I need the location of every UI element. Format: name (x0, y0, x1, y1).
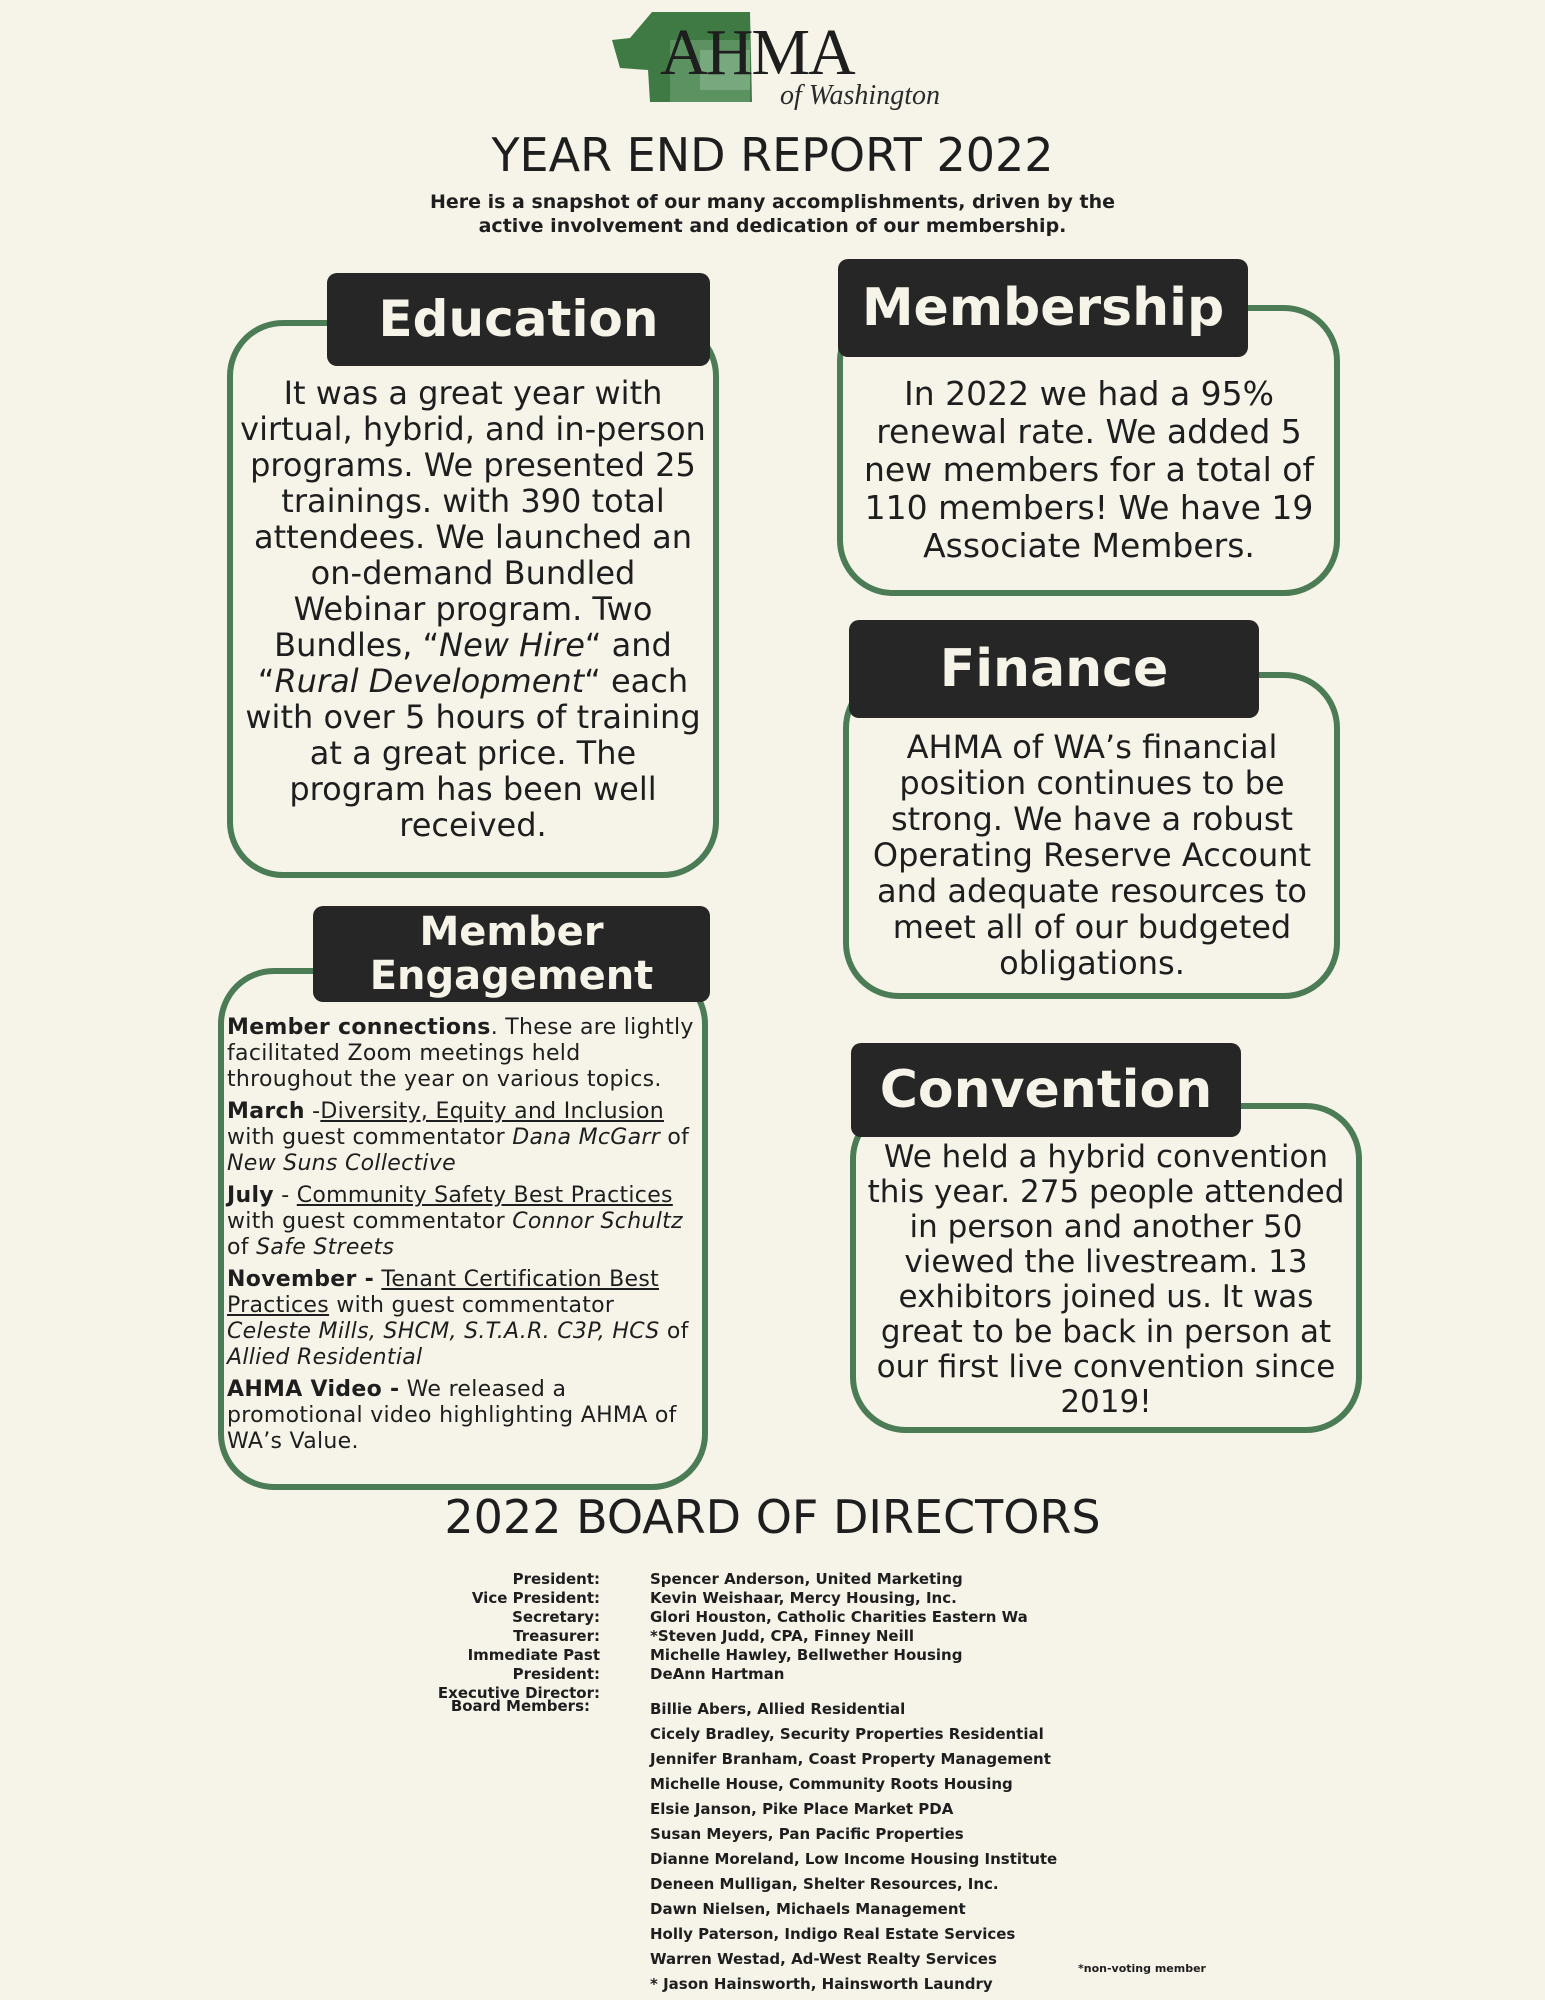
officer-names (650, 1570, 1150, 1684)
officer-name: Glori Houston, Catholic Charities Eastern Wa (650, 1608, 1028, 1626)
board-member: Susan Meyers, Pan Pacific Properties (650, 1825, 964, 1843)
board-member: Deneen Mulligan, Shelter Resources, Inc. (650, 1875, 999, 1893)
officer-roles (380, 1570, 600, 1703)
convention-text: We held a hybrid convention this year. 275 people attended in person and another 50 viewed the livestream. 13 exhibitors joined us. It was great to be back in person at our first live convention since 2019! (867, 1139, 1345, 1420)
finance-heading: Finance (849, 620, 1259, 718)
video-item: AHMA Video - We released a promotional video highlighting AHMA of WA’s Value. (227, 1377, 677, 1454)
july-item: July - Community Safety Best Practices with guest commentator Connor Schultz of Safe Streets (227, 1183, 683, 1260)
engagement-heading-line1: Member (419, 909, 604, 955)
officer-name: Michelle Hawley, Bellwether Housing (650, 1646, 963, 1664)
logo-wordmark: AHMA (660, 16, 854, 89)
ahma-logo (600, 10, 970, 120)
board-member: Cicely Bradley, Security Properties Residential (650, 1725, 1044, 1743)
role-president: President: (512, 1570, 600, 1588)
officer-name: DeAnn Hartman (650, 1665, 785, 1683)
non-voting-footnote: *non-voting member (1078, 1962, 1206, 1975)
board-member: Dawn Nielsen, Michaels Management (650, 1900, 966, 1918)
member-connections-item: Member connections. These are lightly facilitated Zoom meetings held throughout the year on various topics. (227, 1015, 694, 1092)
board-member: Dianne Moreland, Low Income Housing Institute (650, 1850, 1058, 1868)
engagement-heading (313, 906, 710, 1002)
education-text: It was a great year with virtual, hybrid, and in-person programs. We presented 25 trainings. with 390 total attendees. We launched an on-demand Bundled Webinar program. Two Bundles, “New Hire“ and “Rural Development“ each with over 5 hours of training at a great price. The program has been well received. (240, 374, 706, 844)
board-member: * Jason Hainsworth, Hainsworth Laundry (650, 1975, 993, 1993)
board-member: Michelle House, Community Roots Housing (650, 1775, 1013, 1793)
officer-name: Kevin Weishaar, Mercy Housing, Inc. (650, 1589, 957, 1607)
board-member: Elsie Janson, Pike Place Market PDA (650, 1800, 954, 1818)
role-secretary: Secretary: (512, 1608, 600, 1626)
role-treasurer: Treasurer: (513, 1627, 600, 1645)
march-item: March -Diversity, Equity and Inclusion with guest commentator Dana McGarr of New Suns Collective (227, 1099, 690, 1176)
engagement-content (227, 1015, 702, 1461)
page-subtitle: Here is a snapshot of our many accomplishments, driven by the active involvement and dedication of our membership. (429, 191, 1116, 237)
november-item: November - Tenant Certification Best Practices with guest commentator Celeste Mills, SHCM, S.T.A.R. C3P, HCS of Allied Residential (227, 1267, 689, 1370)
board-members-label: Board Members: (450, 1697, 590, 1715)
membership-text: In 2022 we had a 95% renewal rate. We added 5 new members for a total of 110 members! We have 19 Associate Members. (863, 374, 1315, 565)
convention-heading: Convention (851, 1043, 1241, 1137)
board-member: Holly Paterson, Indigo Real Estate Services (650, 1925, 1016, 1943)
role-past-president: Immediate Past President: (467, 1646, 600, 1683)
finance-text: AHMA of WA’s financial position continues to be strong. We have a robust Operating Reserve Account and adequate resources to meet all of our budgeted obligations. (872, 728, 1312, 982)
board-members-list (650, 1697, 1150, 1997)
officer-name: *Steven Judd, CPA, Finney Neill (650, 1627, 915, 1645)
board-title: 2022 BOARD OF DIRECTORS (444, 1490, 1101, 1544)
board-member: Billie Abers, Allied Residential (650, 1700, 906, 1718)
board-member: Warren Westad, Ad-West Realty Services (650, 1950, 997, 1968)
role-vice-president: Vice President: (471, 1589, 600, 1607)
education-heading: Education (327, 273, 710, 366)
engagement-heading-line2: Engagement (369, 953, 654, 999)
membership-heading: Membership (838, 259, 1248, 357)
logo-subtitle: of Washington (780, 80, 940, 111)
board-member: Jennifer Branham, Coast Property Management (650, 1750, 1051, 1768)
page-title: YEAR END REPORT 2022 (491, 128, 1054, 182)
role-executive-director: Executive Director: (437, 1684, 600, 1702)
officer-name: Spencer Anderson, United Marketing (650, 1570, 963, 1588)
